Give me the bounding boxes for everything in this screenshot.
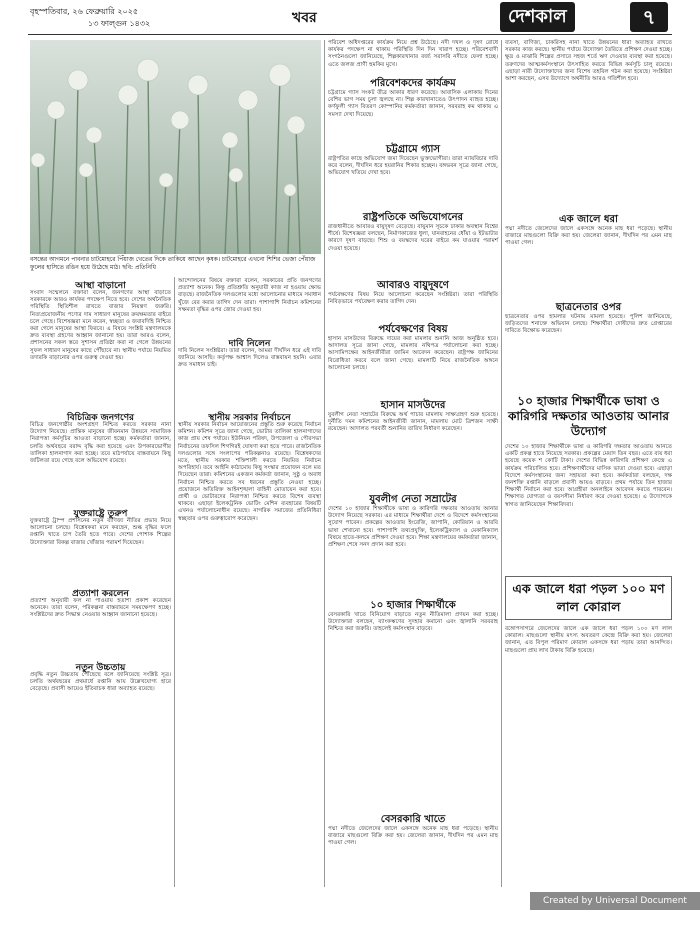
headline-h8: রাষ্ট্রপতিকে অভিযোগনের [362,212,464,223]
headline-h10: পর্যবেক্ষণের বিষয় [378,324,448,335]
onion-flowers-image [30,40,321,254]
headline-h5: নতুন উচ্চতায় [75,663,126,673]
article-c2b: দাবি নিলেন সংশ্লিষ্টরা। তারা বলেন, আমরা দীর্ঘদিন ধরে এই দাবি জানিয়ে আসছি। কর্তৃপক্ষ আশ্বাস দিলেও বাস্তবায়ন হয়নি। এবার দ্রুত সমাধান চাই। [178,348,321,369]
headline-h13: হাসান মাসউদের [380,400,446,411]
article-c1e: প্রবৃদ্ধি নতুন উচ্চতায় পৌঁছেছে বলে জানিয়েছে সংশ্লিষ্ট সূত্র। চলতি অর্থবছরের প্রথমার্ধে রপ্তানি আয় উল্লেখযোগ্য হারে বেড়েছে। প্রবাসী আয়েও ইতিবাচক ধারা অব্যাহত রয়েছে। [30,672,171,693]
page-number: ৭ [630,2,668,32]
article-c1d: প্রত্যাশা অনুযায়ী ফল না পাওয়ায় হতাশা প্রকাশ করেছেন অনেকে। তারা বলেন, পরিকল্পনা বাস্তবায়নে সময়ক্ষেপণ হচ্ছে। সংশ্লিষ্টদের দ্রুত সিদ্ধান্ত নেওয়ার আহ্বান জানানো হয়েছে। [30,598,171,619]
header-date-gregorian: বৃহস্পতিবার, ২৬ ফেব্রুয়ারি ২০২৫ [30,7,139,16]
box-headline: ১০ হাজার শিক্ষার্থীকে ভাষা ও কারিগরি দক্ষতার আওতায় আনার উদ্যোগ [507,394,670,438]
article-c1a: সংবাদ সম্মেলনে বক্তারা বলেন, জনগণের আস্থা বাড়াতে সরকারকে আরও কার্যকর পদক্ষেপ নিতে হবে। দেশের অর্থনৈতিক পরিস্থিতি স্থিতিশীল রাখতে বাজার নিয়ন্ত্রণ জরুরি। নিত্যপ্রয়োজনীয় পণ্যের দাম সাধারণ মানুষের ক্রয়ক্ষমতার বাইরে চলে গেছে। বিশেষজ্ঞরা মনে করেন, স্বচ্ছতা ও জবাবদিহি নিশ্চিত করা গেলে মানুষের আস্থা ফিরবে। এ বিষয়ে সংশ্লিষ্ট মন্ত্রণালয়কে দ্রুত ব্যবস্থা গ্রহণের আহ্বান জানানো হয়। তারা আরও বলেন, প্রশাসনের সকল স্তরে সুশাসন প্রতিষ্ঠা করা না গেলে উন্নয়নের সুফল সাধারণ মানুষের কাছে পৌঁছাবে না। স্থানীয় পর্যায়ে নিয়মিত তদারকি বাড়ানোর ওপর গুরুত্ব দেওয়া হয়। [30,290,171,361]
article-c4c: ছাত্রনেতার ওপর হামলার ঘটনায় মামলা হয়েছে। পুলিশ জানিয়েছে, জড়িতদের শনাক্তে অভিযান চলছে। শিক্ষার্থীরা দোষীদের দ্রুত গ্রেপ্তারের দাবিতে বিক্ষোভ করেছেন। [505,314,672,335]
article-c4e: বঙ্গোপসাগরে জেলেদের জালে এক জালে ধরা পড়ল ১০০ মণ লাল কোরাল। মাছগুলো স্থানীয় মৎস্য অবতরণ কেন্দ্রে বিক্রি করা হয়। জেলেরা জানান, এত বিপুল পরিমাণ কোরাল একসঙ্গে ধরা পড়ায় তারা আনন্দিত। মাছগুলো প্রায় লাখ টাকায় বিক্রি হয়েছে। [505,626,672,654]
headline-h15: ১০ হাজার শিক্ষার্থীকে [370,600,456,611]
headline-h4: প্রত্যাশা করলেন [72,589,129,599]
headline-h2: বিচিত্রিক জনগণের [67,413,134,423]
article-c3g: যুবলীগ নেতা সম্রাটের বিরুদ্ধে অর্থ পাচার মামলায় সাক্ষ্যগ্রহণ শুরু হয়েছে। দুর্নীতি দমন কমিশনের আইনজীবী জানান, মামলায় মোট ত্রিশজন সাক্ষী রয়েছেন। আদালত পরবর্তী শুনানির তারিখ নির্ধারণ করেছেন। [328,412,498,433]
headline-h3: যুক্তরাষ্ট্রে তুরুপ [73,509,128,519]
article-c3i: বেসরকারি খাতে বিনিয়োগ বাড়াতে নতুন নীতিমালা প্রণয়ন করা হচ্ছে। উদ্যোক্তারা বলছেন, ব্যাংকঋণের সুদহার কমানো এবং জ্বালানি সরবরাহ নিশ্চিত করা জরুরি। তাহলেই কর্মসংস্থান বাড়বে। [328,612,498,633]
article-c3-intro: পরিবেশ অধিদপ্তরের কার্যক্রম নিয়ে প্রশ্ন উঠেছে। নদী দখল ও দূষণ রোধে কার্যকর পদক্ষেপ না থাকায় পরিস্থিতি দিন দিন খারাপ হচ্ছে। পরিবেশবাদী সংগঠনগুলো জানিয়েছে, শিল্পকারখানার বর্জ্য সরাসরি নদীতে ফেলা হচ্ছে। এতে জলজ প্রাণী হুমকির মুখে। [328,40,498,68]
article-c4b: পদ্মা নদীতে জেলেদের জালে একসঙ্গে অনেক মাছ ধরা পড়েছে। স্থানীয় বাজারে মাছগুলো বিক্রি করা হয়। জেলেরা জানান, দীর্ঘদিন পর এমন মাছ পাওয়া গেল। [505,226,672,247]
headline-h18: ছাত্রনেতার ওপর [555,302,622,313]
headline-h1: আস্থা বাড়ানো [75,281,126,291]
column-divider [324,40,325,887]
article-c2c: স্থানীয় সরকার নির্বাচন আয়োজনের প্রস্তুতি শুরু করেছে নির্বাচন কমিশন। কমিশন সূত্রে জানা গেছে, ভোটার তালিকা হালনাগাদের কাজ প্রায় শেষ পর্যায়ে। ইউনিয়ন পরিষদ, উপজেলা ও পৌরসভা নির্বাচনের তফসিল শিগগিরই ঘোষণা করা হতে পারে। রাজনৈতিক দলগুলোর সঙ্গে সংলাপের পরিকল্পনাও রয়েছে। বিশ্লেষকদের মতে, স্থানীয় সরকার শক্তিশালী করতে নিয়মিত নির্বাচন অপরিহার্য। তবে আইনি কাঠামোয় কিছু সংস্কার প্রয়োজন বলে মত দিয়েছেন তারা। কমিশনের একজন কর্মকর্তা জানান, সুষ্ঠু ও অবাধ নির্বাচন নিশ্চিত করতে সব ধরনের প্রস্তুতি নেওয়া হচ্ছে। প্রয়োজনে অতিরিক্ত আইনশৃঙ্খলা বাহিনী মোতায়েন করা হবে। প্রার্থী ও ভোটারদের নিরাপত্তা নিশ্চিত করতে বিশেষ ব্যবস্থা থাকবে। এছাড়া ইলেকট্রনিক ভোটিং মেশিন ব্যবহারের বিষয়টি এখনও পর্যালোচনাধীন রয়েছে। নাগরিক সমাজের প্রতিনিধিরা স্বচ্ছতার ওপর গুরুত্বারোপ করেছেন। [178,422,321,522]
article-c3c: রাষ্ট্রপতির কাছে অভিযোগ জমা দিয়েছেন ভুক্তভোগীরা। তারা ন্যায়বিচার দাবি করে বলেন, দীর্ঘদিন ধরে হয়রানির শিকার হচ্ছেন। বঙ্গভবন সূত্রে জানা গেছে, অভিযোগ খতিয়ে দেখা হবে। [328,156,498,177]
headline-h14: যুবলীগ নেতা সম্রাটের [369,494,457,505]
article-c1b: বিচিত্র জনগোষ্ঠীর অংশগ্রহণ নিশ্চিত করতে সরকার নানা উদ্যোগ নিয়েছে। প্রান্তিক মানুষের জীবনমান উন্নয়নে সামাজিক নিরাপত্তা কর্মসূচির আওতা বাড়ানো হচ্ছে। কর্মকর্তারা জানান, চলতি অর্থবছরে বরাদ্দ বৃদ্ধি করা হয়েছে এবং উপকারভোগীর তালিকা হালনাগাদ করা হচ্ছে। তবে মাঠপর্যায়ে বাস্তবায়নে কিছু জটিলতা রয়ে গেছে বলে অভিযোগ রয়েছে। [30,422,171,465]
page-header [0,0,700,38]
article-c3j: পদ্মা নদীতে জেলেদের জালে একসঙ্গে অনেক মাছ ধরা পড়েছে। স্থানীয় বাজারে মাছগুলো বিক্রি করা হয়। জেলেরা জানান, দীর্ঘদিন পর এমন মাছ পাওয়া গেল। [328,826,498,847]
onion-field-photo [30,40,321,254]
column-divider [174,277,175,887]
article-c3d: রাজধানীতে আবারও বায়ুদূষণ বেড়েছে। বায়ুমান সূচকে ঢাকার অবস্থান বিশ্বের শীর্ষে। বিশেষজ্ঞরা বলছেন, নির্মাণকাজের ধুলা, যানবাহনের ধোঁয়া ও ইটভাটার কারণে দূষণ বাড়ছে। শিশু ও বয়স্কদের ঘরের বাইরে কম যাওয়ার পরামর্শ দেওয়া হয়েছে। [328,224,498,252]
section-title: খবর [292,10,317,26]
article-c2a: আন্দোলনের বিষয়ে বক্তারা বলেন, সরকারের প্রতি জনগণের প্রত্যাশা অনেক। কিন্তু প্রতিশ্রুতি অনুযায়ী কাজ না হওয়ায় ক্ষোভ বাড়ছে। রাজনৈতিক দলগুলোর মধ্যে আলোচনার মাধ্যমে সমাধান খুঁজে বের করার তাগিদ দেন তারা। পাশাপাশি নির্বাচন কমিশনের সক্ষমতা বৃদ্ধির ওপর জোর দেওয়া হয়। [178,278,321,313]
article-c3h: দেশের ১০ হাজার শিক্ষার্থীকে ভাষা ও কারিগরি দক্ষতার আওতায় আনার উদ্যোগ নিয়েছে সরকার। এর মাধ্যমে শিক্ষার্থীরা দেশে ও বিদেশে কর্মসংস্থানের সুযোগ পাবেন। প্রকল্পের আওতায় ইংরেজি, জাপানি, কোরিয়ান ও আরবি ভাষা শেখানো হবে। পাশাপাশি তথ্যপ্রযুক্তি, ইলেকট্রিক্যাল ও মেকানিক্যাল বিষয়ে হাতে-কলমে প্রশিক্ষণ দেওয়া হবে। শিক্ষা মন্ত্রণালয়ের কর্মকর্তারা জানান, প্রশিক্ষণ শেষে সনদ প্রদান করা হবে। [328,506,498,549]
header-date-bangla: ১৩ ফাল্গুন ১৪৩২ [88,19,151,28]
article-c1c: যুক্তরাষ্ট্রে ট্রাম্প প্রশাসনের নতুন বাণিজ্য নীতির প্রভাব নিয়ে আলোচনা চলছে। বিশ্লেষকরা মনে করছেন, শুল্ক বৃদ্ধির ফলে রপ্তানি খাতে চাপ তৈরি হতে পারে। দেশের পোশাক শিল্পের উদ্যোক্তারা বিকল্প বাজার খোঁজার পরামর্শ দিয়েছেন। [30,518,171,546]
photo-caption: বসন্তের আগমনে পাবনার চাটমোহরে পিঁয়াজ খেতের দিকে তাকিয়ে আছেন কৃষক। চাটমোহরে এখনো শিশির ভেজা পেঁয়াজ ফুলের হাসিতে রঙিন হয়ে উঠেছে মাঠ। ছবি: প্রতিনিধি [30,256,316,271]
converter-watermark: Created by Universal Document Converter [530,892,700,910]
article-c3f: হাসান মাসউদের বিরুদ্ধে দায়ের করা মামলার শুনানি আজ অনুষ্ঠিত হবে। আদালত সূত্রে জানা গেছে, মামলার নথিপত্র পর্যালোচনা করা হচ্ছে। আসামিপক্ষের আইনজীবীরা জামিন আবেদন করেছেন। রাষ্ট্রপক্ষ জামিনের বিরোধিতা করবে বলে জানা গেছে। মামলাটি নিয়ে রাজনৈতিক অঙ্গনে আলোচনা চলছে। [328,336,498,371]
headline-h9: আবারও বায়ুদূষণে [377,280,449,291]
headline-h6: পরিবেশকদের কার্যক্রম [370,78,456,89]
article-c3b: চট্টগ্রামে গ্যাস সংকট তীব্র আকার ধারণ করেছে। আবাসিক এলাকায় দিনের বেশির ভাগ সময় চুলা জ্বলছে না। শিল্প কারখানাতেও উৎপাদন ব্যাহত হচ্ছে। কর্ণফুলী গ্যাস বিতরণ কোম্পানির কর্মকর্তারা জানান, সরবরাহ কম থাকায় এ সমস্যা দেখা দিয়েছে। [328,90,498,118]
newspaper-logo: দেশকাল [500,2,575,32]
article-c4d: দেশের ১০ হাজার শিক্ষার্থীকে ভাষা ও কারিগরি দক্ষতার আওতায় আনতে একটি প্রকল্প হাতে নিয়েছে সরকার। প্রকল্পের মেয়াদ তিন বছর। এতে ব্যয় ধরা হয়েছে কয়েক শ কোটি টাকা। দেশের বিভিন্ন কারিগরি প্রশিক্ষণ কেন্দ্রে এ কার্যক্রম পরিচালিত হবে। প্রশিক্ষণার্থীদের মাসিক ভাতা দেওয়া হবে। এছাড়া বিদেশে কর্মসংস্থানের জন্য সহায়তা করা হবে। কর্মকর্তারা বলছেন, দক্ষ জনশক্তি রপ্তানি বাড়লে প্রবাসী আয়ও বাড়বে। প্রথম পর্যায়ে তিন হাজার শিক্ষার্থী নির্বাচন করা হবে। আগ্রহীরা অনলাইনে আবেদন করতে পারবেন। শিক্ষাগত যোগ্যতা ও বয়সসীমা নির্ধারণ করে দেওয়া হয়েছে। এ উদ্যোগকে স্বাগত জানিয়েছেন শিক্ষাবিদরা। [505,444,672,508]
headline-h16: বেসরকারি খাতে [380,814,446,825]
header-rule [28,34,672,35]
headline-h11: দাবি নিলেন [228,339,271,349]
headline-h19: এক জালে ধরা পড়ল ১০০ মণ লাল কোরাল [505,576,672,620]
headline-h17: এক জালে ধরা [559,214,618,225]
column-divider [501,40,502,887]
headline-h7: চট্টগ্রামে গ্যাস [385,144,441,155]
article-c4a: ব্যবসা, বাণিজ্য, চাকরিসহ নানা খাতে উন্নয়নের ধারা অব্যাহত রাখতে সরকার কাজ করছে। স্থানীয় পর্যায়ে উদ্যোক্তা তৈরিতে প্রশিক্ষণ দেওয়া হচ্ছে। ক্ষুদ্র ও মাঝারি শিল্পের প্রসারে সহজ শর্তে ঋণ দেওয়ার ব্যবস্থা করা হয়েছে। তরুণদের আত্মকর্মসংস্থানে উৎসাহিত করতে বিভিন্ন কর্মসূচি চালু রয়েছে। এছাড়া নারী উদ্যোক্তাদের জন্য বিশেষ তহবিল গঠন করা হয়েছে। সংশ্লিষ্টরা আশা করছেন, এসব উদ্যোগে অর্থনীতি আরও গতিশীল হবে। [505,40,672,83]
article-c3e: পর্যবেক্ষণের বিষয় নিয়ে আলোচনা করেছেন সংশ্লিষ্টরা। তারা পরিস্থিতি নিবিড়ভাবে পর্যবেক্ষণ করার তাগিদ দেন। [328,292,498,306]
headline-h12: স্থানীয় সরকার নির্বাচনে [208,413,291,423]
